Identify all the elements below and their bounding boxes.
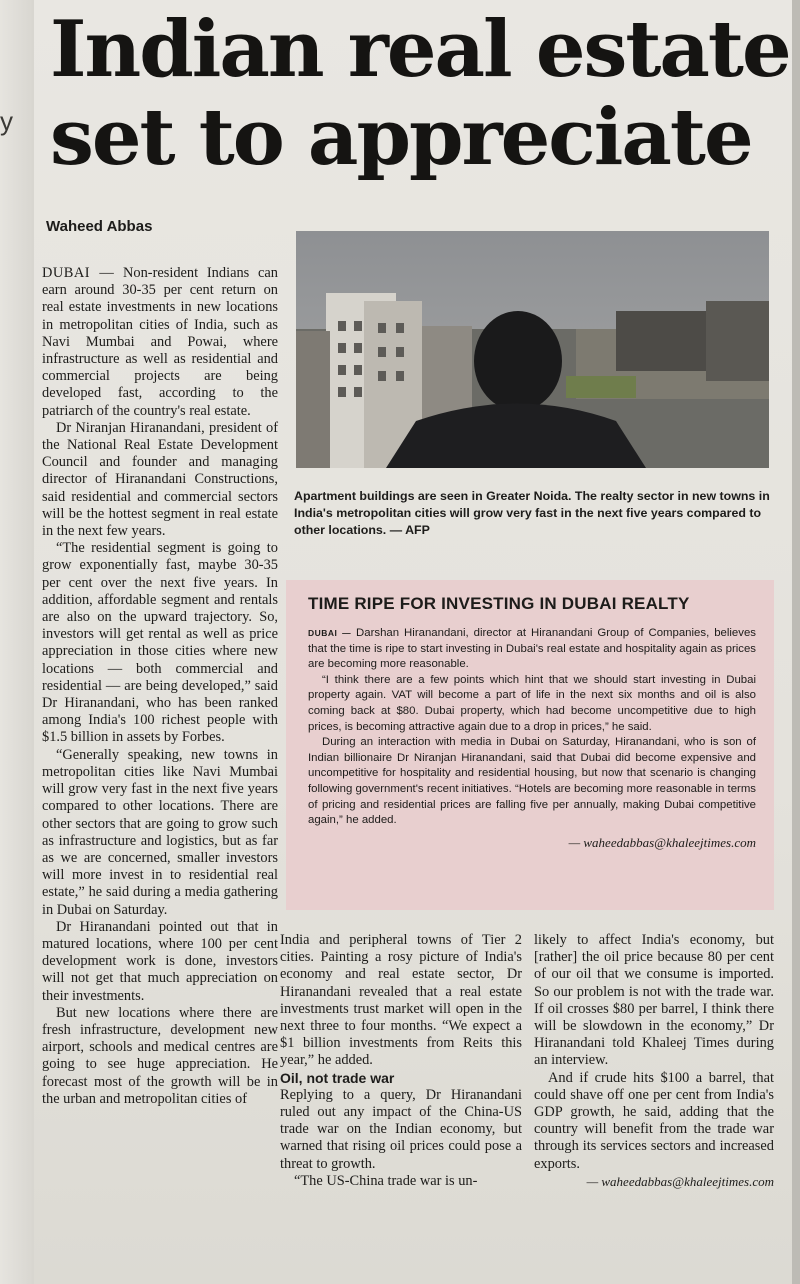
article-paragraph: And if crude hits $100 a barrel, that could shave off one per cent from India's GDP growth, he said, adding that the country will benefit from the trade war through its services sectors and increased exports. (534, 1069, 774, 1172)
sidebar-box (286, 580, 774, 910)
article-column-3 (534, 932, 774, 1190)
sidebar-title: TIME RIPE FOR INVESTING IN DUBAI REALTY (308, 594, 690, 613)
article-paragraph: likely to affect India's economy, but [rather] the oil price because 80 per cent of our oil that we consume is imported. So our problem is not with the trade war. If oil crosses $80 per barrel, I think there will be slowdown in the economy,” Dr Hiranandani told Khaleej Times during an interview. (534, 932, 774, 1069)
article-paragraph: “The US-China trade war is un- (294, 1172, 478, 1189)
article-paragraph: Replying to a query, Dr Hiranandani ruled out any impact of the China-US trade war on the Indian economy, but warned that rising oil prices could pose a threat to growth. (280, 1086, 522, 1172)
sidebar-signoff: — waheedabbas@khaleejtimes.com (568, 834, 756, 850)
byline: Waheed Abbas (46, 218, 153, 235)
article-photo (296, 231, 769, 468)
headline (50, 6, 790, 182)
article-signoff: — waheedabbas@khaleejtimes.com (586, 1173, 774, 1189)
article-column-1 (42, 265, 278, 1108)
newspaper-page (34, 0, 792, 1284)
page-edge (792, 0, 800, 1284)
article-paragraph: India and peripheral towns of Tier 2 cities. Painting a rosy picture of India's economy and real estate sector, Dr Hiranandani revealed that a real estate investments trust market will open in the next three to four months. “We expect a $1 billion investments from Reits this year,” he added. (280, 932, 522, 1069)
article-paragraph: Dr Niranjan Hiranandani, president of the National Real Estate Development Council and founder and managing director of Hiranandani Constructions, said residential and commercial sectors will be the hottest segment in real estate in the next few years. (42, 419, 278, 540)
article-paragraph: Dr Hiranandani pointed out that in matured locations, where 100 per cent development work is done, investors will not get that much appreciation on their investments. (42, 918, 278, 1004)
article-paragraph: DUBAI — Non-resident Indians can earn around 30-35 per cent return on real estate investments in new locations in metropolitan cities of India, such as Navi Mumbai and Powai, where infrastructure as well as residential and commercial projects are being developed fast, according to the patriarch of the country's real estate. (42, 265, 278, 419)
article-paragraph: But new locations where there are fresh infrastructure, development new airport, schools and medical centres are going to see huge appreciation. He forecast most of the growth will be in the urban and metropolitan cities of (42, 1004, 278, 1107)
sidebar-body (308, 626, 756, 829)
headline-line-2: set to appreciate (50, 92, 752, 183)
article-subhead: Oil, not trade war (280, 1069, 395, 1086)
headline-line-1: Indian real estate (50, 4, 790, 95)
adjacent-page-fragment: y (0, 106, 13, 136)
article-column-2 (280, 932, 522, 1190)
sidebar-dateline: DUBAI — (308, 628, 352, 638)
sidebar-paragraph: During an interaction with media in Dubai on Saturday, Hiranandani, who is son of Indian billionaire Dr Niranjan Hiranandani, said that Dubai did become expensive and uncompetitive for hospitality and residential housing, but now that scenario is changing following government's recent initiatives. “Hotels are becoming more reasonable in terms of pricing and residential prices are falling five per annually, making Dubai competitive again,” he added. (308, 736, 756, 827)
article-paragraph: “The residential segment is going to grow exponentially fast, maybe 30-35 per cent over the next five years. In addition, affordable segment and rentals are also on the upward trajectory. So, investors will get rental as well as price appreciation in those cities where new locations — both commercial and residential — are being developed,” said Dr Hiranandani, who has been ranked among India's 100 richest people with $1.5 billion in assets by Forbes. (42, 540, 278, 746)
photo-caption: Apartment buildings are seen in Greater Noida. The realty sector in new towns in India's metropolitan cities will grow very fast in the next five years compared to other locations. — AFP (294, 489, 770, 537)
sidebar-paragraph: “I think there are a few points which hint that we should start investing in Dubai property again. VAT will become a part of life in the next six months and oil is also coming back at $80. Dubai property, which had become uncompetitive due to high prices, is becoming attractive again due to a drop in prices,” he said. (308, 673, 756, 733)
sidebar-paragraph: DUBAI — Darshan Hiranandani, director at Hiranandani Group of Companies, believes that the time is ripe to start investing in Dubai's real estate and hospitality again as prices are becoming more reasonable. (308, 627, 756, 671)
adjacent-page-gutter (0, 0, 35, 1284)
apartment-skyline-image (296, 231, 769, 468)
article-dateline: DUBAI — (42, 265, 115, 281)
article-paragraph: “Generally speaking, new towns in metropolitan cities like Navi Mumbai will grow very fast in the next five years compared to other locations. There are other sectors that are going to grow such as infrastructure and logistics, but as far as we are concerned, smaller investors will more invest in to residential real estate,” he said during a media gathering in Dubai on Saturday. (42, 746, 278, 918)
